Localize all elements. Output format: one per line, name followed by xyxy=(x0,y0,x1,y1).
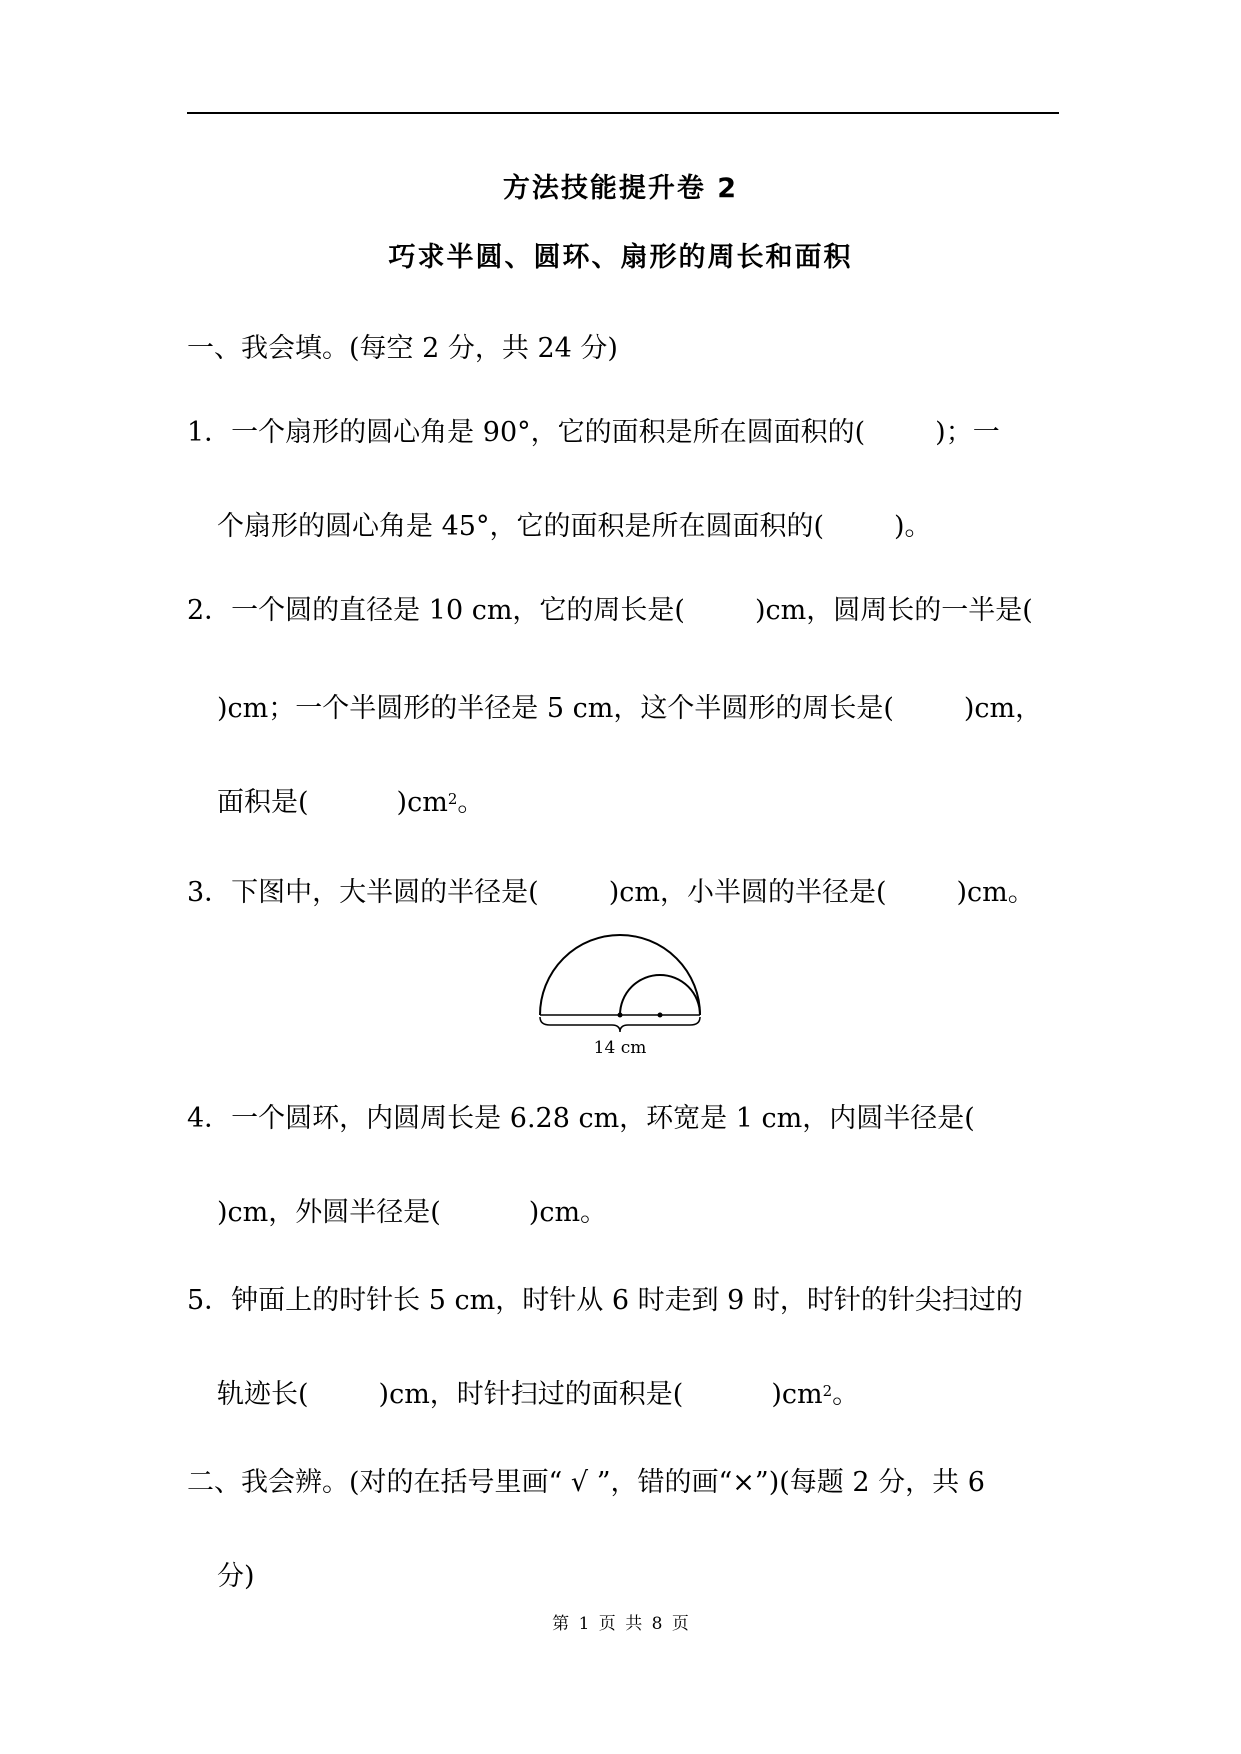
q2-text-c: )cm；一个半圆形的半径是 5 cm，这个半圆形的周长是( xyxy=(217,693,894,724)
q2-text-d: )cm， xyxy=(963,693,1043,724)
q2-text-e: 面积是( xyxy=(217,787,309,818)
section2-heading-line-2: 分) xyxy=(217,1561,255,1592)
q2-superscript: 2 xyxy=(447,790,458,808)
q3-text-c: )cm。 xyxy=(956,877,1035,908)
question-3-line-1 xyxy=(187,876,1035,910)
q2-text-b: )cm，圆周长的一半是( xyxy=(754,595,1033,626)
page-title: 方法技能提升卷 2 xyxy=(502,173,739,204)
q5-text-d: 。 xyxy=(832,1379,860,1410)
question-2-line-2 xyxy=(217,692,1042,726)
semicircle-figure xyxy=(530,925,710,1065)
question-1-line-1 xyxy=(187,416,1000,450)
page-subtitle: 巧求半圆、圆环、扇形的周长和面积 xyxy=(388,242,853,273)
question-5-line-2 xyxy=(217,1378,859,1412)
question-4-line-2 xyxy=(217,1196,607,1230)
measurement-brace xyxy=(540,1017,700,1032)
q3-text-a: 3．下图中，大半圆的半径是( xyxy=(187,877,539,908)
question-5-line-1: 5．钟面上的时针长 5 cm，时针从 6 时走到 9 时，时针的针尖扫过的 xyxy=(187,1285,1023,1316)
q2-text-a: 2．一个圆的直径是 10 cm，它的周长是( xyxy=(187,595,685,626)
q2-text-f: )cm xyxy=(396,787,448,818)
large-semicircle xyxy=(540,935,700,1015)
section2-heading-line-1: 二、我会辨。(对的在括号里画“ √ ”，错的画“×”)(每题 2 分，共 6 xyxy=(187,1467,985,1498)
q4-text-b: )cm。 xyxy=(528,1197,608,1228)
small-center-point xyxy=(658,1013,663,1018)
question-1-line-2 xyxy=(217,510,932,544)
q1-text-b: )；一 xyxy=(935,417,1000,448)
q3-text-b: )cm，小半圆的半径是( xyxy=(608,877,887,908)
figure-label: 14 cm xyxy=(593,1038,647,1058)
q2-text-g: 。 xyxy=(457,787,485,818)
question-4-line-1: 4．一个圆环，内圆周长是 6.28 cm，环宽是 1 cm，内圆半径是( xyxy=(187,1103,975,1134)
q1-text-d: )。 xyxy=(893,511,932,542)
section1-heading: 一、我会填。(每空 2 分，共 24 分) xyxy=(187,333,618,364)
large-center-point xyxy=(618,1013,623,1018)
q4-text-a: )cm，外圆半径是( xyxy=(217,1197,441,1228)
semicircle-diagram xyxy=(530,925,710,1065)
small-semicircle xyxy=(620,975,700,1015)
page-footer: 第 1 页 共 8 页 xyxy=(552,1614,689,1634)
question-2-line-1 xyxy=(187,594,1033,628)
q5-text-a: 轨迹长( xyxy=(217,1379,309,1410)
q1-text-c: 个扇形的圆心角是 45°，它的面积是所在圆面积的( xyxy=(217,511,824,542)
question-2-line-3 xyxy=(217,786,484,820)
q5-superscript: 2 xyxy=(822,1382,833,1400)
header-rule xyxy=(187,112,1059,114)
q5-text-b: )cm，时针扫过的面积是( xyxy=(378,1379,684,1410)
q5-text-c: )cm xyxy=(771,1379,823,1410)
q1-text-a: 1．一个扇形的圆心角是 90°，它的面积是所在圆面积的( xyxy=(187,417,866,448)
